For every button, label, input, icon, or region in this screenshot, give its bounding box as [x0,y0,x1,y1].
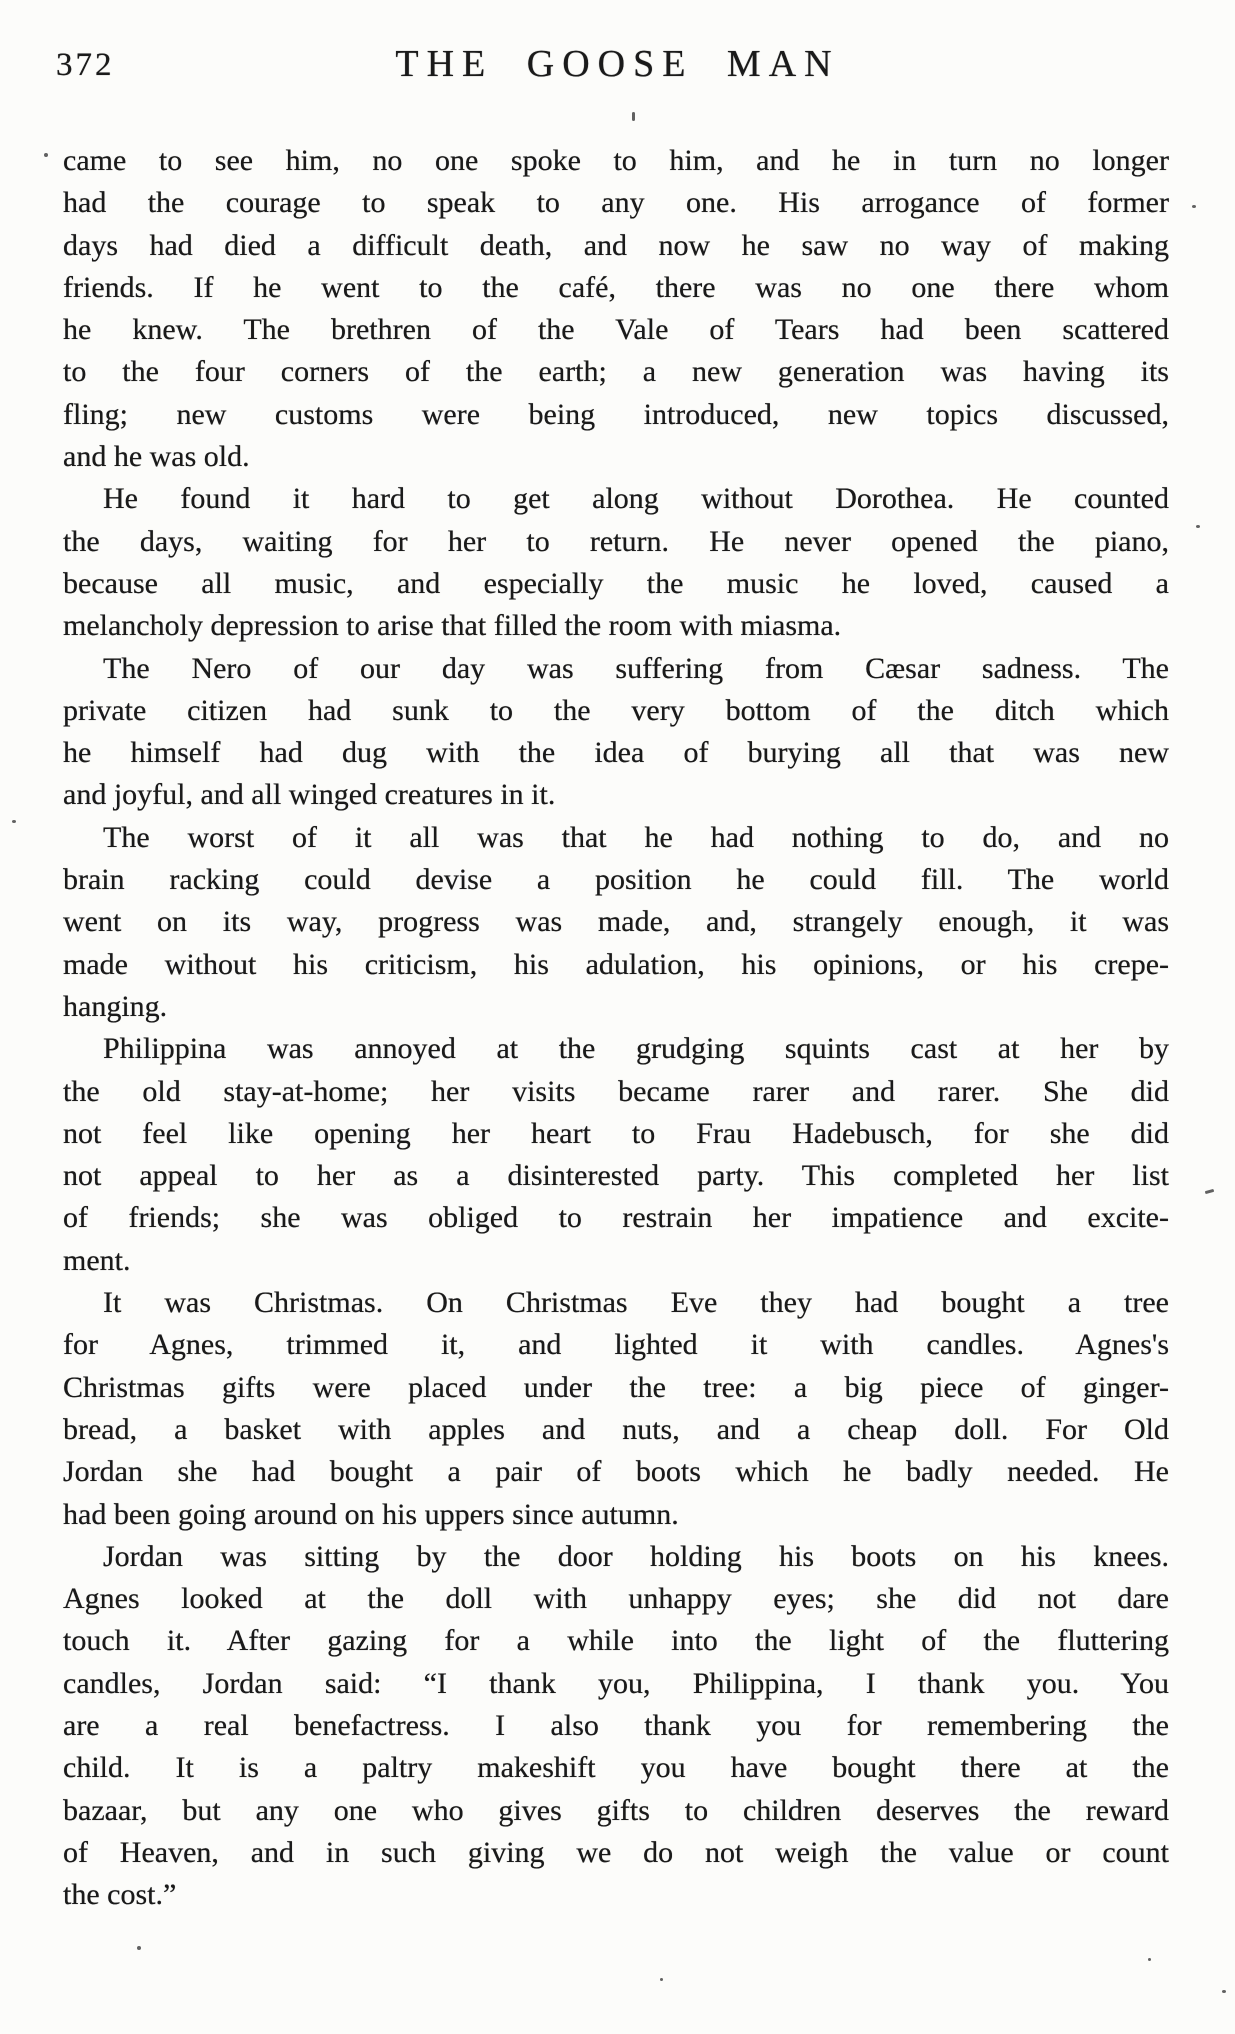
text-line: he knew. The brethren of the Vale of Tears had been scattered [63,313,1169,347]
text-line: Jordan she had bought a pair of boots which he badly needed. He [63,1455,1169,1489]
scan-speck [12,820,16,823]
text-line: private citizen had sunk to the very bottom of the ditch which [63,693,1169,727]
paragraph [63,1536,1169,1917]
scan-speck [1222,1990,1226,1993]
text-line: of friends; she was obliged to restrain her impatience and excite- [63,1201,1169,1235]
text-line: are a real benefactress. I also thank you for remembering the [63,1708,1169,1742]
scan-speck [137,1946,141,1950]
body-text-block [63,140,1169,1916]
text-line: the days, waiting for her to return. He never opened the piano, [63,524,1169,558]
text-line: fling; new customs were being introduced, new topics discussed, [63,397,1169,431]
text-line: ment. [63,1243,131,1277]
text-line: came to see him, no one spoke to him, and he in turn no longer [63,144,1169,177]
text-line: He found it hard to get along without Dorothea. He counted [103,482,1169,516]
text-line: days had died a difficult death, and now he saw no way of making [63,228,1169,262]
paragraph [63,1028,1169,1282]
paragraph [63,817,1169,1028]
text-line: Jordan was sitting by the door holding his boots on his knees. [103,1539,1169,1573]
text-line: the old stay-at-home; her visits became rarer and rarer. She did [63,1074,1169,1108]
text-line: made without his criticism, his adulation, his opinions, or his crepe- [63,947,1169,981]
text-line: brain racking could devise a position he could fill. The world [63,863,1169,897]
text-line: The Nero of our day was suffering from Cæsar sadness. The [103,651,1169,685]
text-line: It was Christmas. On Christmas Eve they had bought a tree [103,1286,1169,1320]
page-number: 372 [56,47,115,83]
text-line: bread, a basket with apples and nuts, and a cheap doll. For Old [63,1412,1169,1446]
text-line: went on its way, progress was made, and, strangely enough, it was [63,905,1169,939]
scan-speck [1148,1958,1151,1961]
running-header-title: THE GOOSE MAN [395,43,840,85]
scan-speck [1196,525,1200,528]
text-line: to the four corners of the earth; a new generation was having its [63,355,1169,389]
text-line: hanging. [63,989,168,1023]
scan-speck [44,153,48,157]
scan-speck [1192,205,1196,208]
text-line: bazaar, but any one who gives gifts to children deserves the reward [63,1793,1169,1827]
text-line: child. It is a paltry makeshift you have bought there at the [63,1751,1169,1785]
text-line: Christmas gifts were placed under the tree: a big piece of ginger- [63,1370,1169,1404]
scan-speck [660,1978,663,1981]
text-line: touch it. After gazing for a while into the light of the fluttering [63,1624,1169,1658]
text-line: not appeal to her as a disinterested party. This completed her list [63,1159,1169,1193]
text-line: had the courage to speak to any one. His arrogance of former [63,186,1169,220]
paragraph [63,1282,1169,1536]
text-line: had been going around on his uppers since autumn. [63,1497,679,1531]
text-line: Agnes looked at the doll with unhappy eyes; she did not dare [63,1582,1169,1616]
text-line: for Agnes, trimmed it, and lighted it with candles. Agnes's [63,1328,1169,1362]
text-line: and joyful, and all winged creatures in it. [63,778,556,812]
text-line: friends. If he went to the café, there was no one there whom [63,270,1169,304]
scan-speck [632,112,635,121]
text-line: and he was old. [63,440,250,474]
text-line: he himself had dug with the idea of burying all that was new [63,736,1169,770]
paragraph [63,478,1169,647]
text-line: because all music, and especially the music he loved, caused a [63,566,1169,600]
text-line: of Heaven, and in such giving we do not weigh the value or count [63,1835,1169,1869]
text-line: not feel like opening her heart to Frau Hadebusch, for she did [63,1116,1169,1150]
paragraph [63,648,1169,817]
scan-speck [1205,1189,1214,1194]
text-line: Philippina was annoyed at the grudging squints cast at her by [103,1032,1169,1066]
text-line: The worst of it all was that he had nothing to do, and no [103,820,1169,854]
text-line: candles, Jordan said: “I thank you, Philippina, I thank you. You [63,1666,1169,1700]
paragraph [63,140,1169,478]
text-line: the cost.” [63,1878,177,1912]
text-line: melancholy depression to arise that filled the room with miasma. [63,609,842,643]
